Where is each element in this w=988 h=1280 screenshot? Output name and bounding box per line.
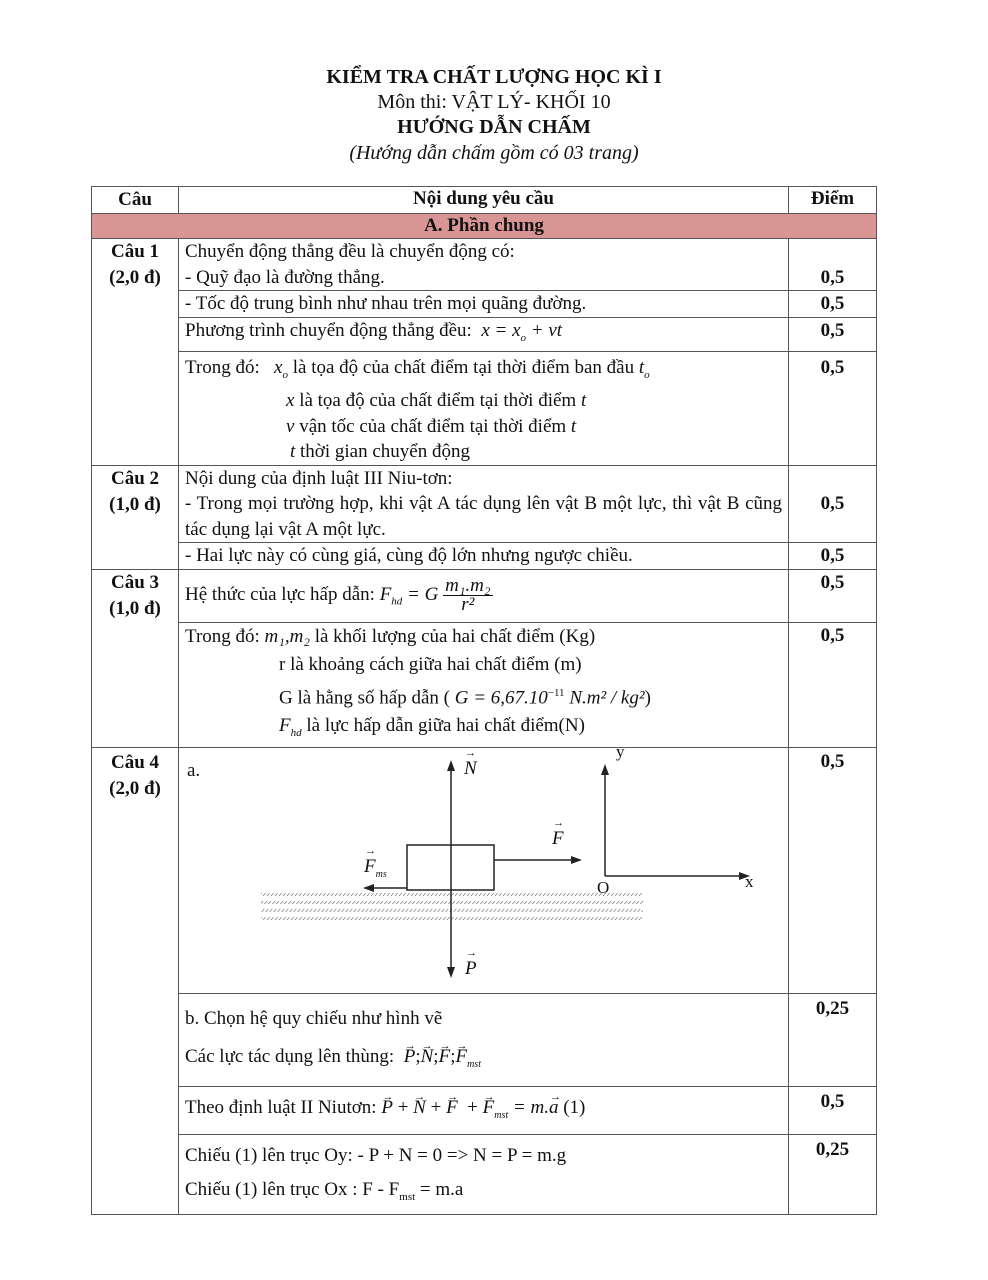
vector-sub: mst (494, 1109, 509, 1121)
page-note: (Hướng dẫn chấm gồm có 03 trang) (349, 142, 639, 164)
question-points: (1,0 đ) (109, 493, 161, 515)
content-text: Hệ thức của lực hấp dẫn: (185, 583, 380, 605)
symbol-sub: o (282, 368, 288, 381)
label-Fms (364, 856, 387, 880)
arrow-Fms-head (363, 884, 374, 892)
label-Fms-symbol: → F (364, 856, 376, 878)
content-cell (179, 569, 789, 622)
question-label: Câu 2 (110, 467, 160, 489)
content-text: ) (644, 686, 651, 708)
score-cell: 0,5 (789, 569, 877, 622)
symbol-sub: o (644, 368, 650, 381)
label-Fms-sub: ms (375, 868, 387, 880)
content-text: G là hằng số hấp dẫn ( (279, 686, 450, 708)
score-cell: 0,5 (789, 351, 877, 465)
content-cell (179, 741, 789, 993)
formula-part: = m. (508, 1096, 549, 1118)
content-text: - Tốc độ trung bình như nhau trên mọi quãng đường. (179, 291, 789, 318)
score-cell: 0,5 (789, 1086, 877, 1135)
part-label: a. (187, 759, 201, 781)
table-row (92, 543, 877, 570)
grading-table (91, 186, 877, 1215)
content-cell (179, 239, 789, 291)
content-line (185, 623, 782, 651)
label-axis-x: x (745, 871, 754, 891)
formula-sub: o (520, 331, 527, 344)
score-cell: 0,5 (789, 291, 877, 318)
vector-a: → a (549, 1095, 559, 1121)
content-text: Theo định luật II Niutơn: (185, 1096, 382, 1118)
content-text: là tọa độ của chất điểm tại thời điểm ban đầu (287, 356, 639, 378)
arrow-N-head (447, 760, 455, 771)
content-cell (179, 1135, 789, 1215)
content-cell (179, 351, 789, 465)
exam-title: KIỂM TRA CHẤT LƯỢNG HỌC KÌ I (326, 66, 662, 88)
symbol: x (286, 390, 295, 412)
numerator: m₁.m₂ (445, 575, 491, 597)
vector-F: → F (446, 1095, 458, 1121)
content-line: r là khoảng cách giữa hai chất điểm (m) (279, 653, 582, 675)
vector-N: → N (413, 1095, 426, 1121)
symbol-sub: mst (399, 1191, 416, 1204)
vector-N: → N (421, 1038, 434, 1076)
content-line (185, 414, 782, 440)
question-cell (92, 465, 179, 569)
content-text: Nội dung của định luật III Niu-tơn: (185, 467, 453, 489)
symbol: t (570, 415, 577, 437)
score-cell: 0,5 (789, 622, 877, 747)
section-a-title: A. Phần chung (92, 214, 877, 239)
col-header-question: Câu (92, 187, 179, 214)
section-row (92, 214, 877, 239)
symbol: t (580, 390, 587, 412)
table-row (92, 239, 877, 291)
content-text: - Hai lực này có cùng giá, cùng độ lớn nhưng ngược chiều. (179, 543, 789, 570)
content-cell (179, 993, 789, 1086)
table-header-row (92, 187, 877, 214)
table-row (92, 1135, 877, 1215)
free-body-diagram (179, 748, 789, 993)
score-cell: 0,5 (789, 465, 877, 543)
content-text: b. Chọn hệ quy chiếu như hình vẽ (185, 1007, 443, 1029)
symbol: m₁,m₂ (264, 625, 310, 647)
content-line: Các lực tác dụng lên thùng: → P;→ N;→ F;→ $F_{mst}$ (185, 1038, 782, 1084)
doc-type: HƯỚNG DẪN CHẤM (397, 116, 591, 138)
content-line (185, 1173, 782, 1214)
vector-P: → P (404, 1038, 416, 1076)
content-text: Trong đó: (185, 625, 265, 647)
content-text: = m.a (415, 1179, 464, 1201)
symbol: t (290, 441, 296, 463)
question-cell (92, 239, 179, 466)
table-row (92, 993, 877, 1086)
vector-P: → P (381, 1095, 393, 1121)
fraction (443, 577, 492, 614)
content-text: là tọa độ của chất điểm tại thời điểm (294, 390, 581, 412)
formula-part: + vt (526, 319, 563, 341)
col-header-content: Nội dung yêu cầu (179, 187, 789, 214)
symbol: t (638, 356, 645, 378)
label-P: → P (465, 958, 477, 980)
label-origin: O (597, 877, 610, 897)
label-axis-y: y (616, 741, 625, 761)
question-points: (2,0 đ) (109, 267, 161, 288)
formula-part: = G (402, 583, 439, 605)
label-F: → F (552, 828, 564, 850)
score-cell: 0,5 (789, 239, 877, 291)
content-text: Phương trình chuyển động thẳng đều: (185, 319, 472, 341)
score-cell: 0,25 (789, 1135, 877, 1215)
force-diagram (179, 741, 788, 993)
content-text: là lực hấp dẫn giữa hai chất điểm(N) (301, 714, 585, 736)
content-cell: Theo định luật II Niutơn: → P + → N + → F + → $F_{mst} = m.\to a$ (1) (179, 1086, 789, 1135)
symbol: F (279, 714, 291, 736)
question-label: Câu 1 (110, 241, 160, 262)
content-text: Chiếu (1) lên trục Oy: - P + N = 0 => N = P = m.g (185, 1145, 567, 1167)
equation-label: (1) (558, 1096, 586, 1118)
content-line (185, 679, 782, 712)
content-cell (179, 317, 789, 351)
formula (481, 319, 563, 344)
table-row (92, 1086, 877, 1135)
question-label: Câu 4 (110, 751, 160, 773)
content-text: Chuyển động thẳng đều là chuyển động có: (185, 241, 515, 262)
question-label: Câu 3 (110, 571, 160, 593)
symbol: v (286, 415, 295, 437)
question-cell (92, 569, 179, 747)
content-cell (179, 622, 789, 747)
table-row (92, 351, 877, 465)
question-cell (92, 747, 179, 1214)
formula-part: G = 6,67.10 (454, 686, 548, 708)
score-cell: 0,25 (789, 993, 877, 1086)
symbol: x (274, 356, 283, 378)
ground-hatching (261, 893, 643, 920)
content-line (185, 355, 782, 388)
vector-sub: mst (467, 1058, 481, 1070)
table-row (92, 291, 877, 318)
exam-subject: Môn thi: VẬT LÝ- KHỐI 10 (377, 91, 611, 113)
table-row (92, 317, 877, 351)
vector-Fmst: → F (455, 1038, 467, 1076)
symbol-sub: hd (290, 726, 302, 739)
content-text: vận tốc của chất điểm tại thời điểm (294, 415, 571, 437)
axis-y-arrow (601, 764, 609, 775)
vector-F: → F (439, 1038, 451, 1076)
table-row (92, 569, 877, 622)
table-row (92, 465, 877, 543)
content-text: - Trong mọi trường hợp, khi vật A tác dụng lên vật B một lực, thì vật B cũng tác dụng lại vật A một lực. (185, 493, 782, 540)
question-points: (2,0 đ) (109, 777, 161, 799)
score-cell: 0,5 (789, 747, 877, 993)
content-line (185, 712, 782, 747)
table-row (92, 747, 877, 993)
score-cell: 0,5 (789, 317, 877, 351)
col-header-score: Điểm (789, 187, 877, 214)
formula-part: x = x (481, 319, 521, 341)
label-N: → N (464, 758, 477, 780)
arrow-P-head (447, 967, 455, 978)
denominator: r² (461, 594, 475, 616)
exponent: −11 (547, 686, 565, 699)
content-cell (179, 465, 789, 543)
symbol-sub: hd (391, 595, 403, 608)
vector-Fmst: → F (483, 1095, 495, 1121)
content-text: là khối lượng của hai chất điểm (Kg) (309, 625, 596, 647)
content-text: Trong đó: (185, 356, 260, 378)
content-text: - Quỹ đạo là đường thẳng. (185, 266, 385, 288)
formula-part: N.m² / kg² (564, 686, 645, 708)
content-line (185, 439, 782, 465)
document-header (0, 64, 988, 166)
content-text: Các lực tác dụng lên thùng: (185, 1045, 395, 1067)
table-row (92, 622, 877, 747)
question-points: (1,0 đ) (109, 597, 161, 619)
content-line (185, 388, 782, 414)
score-cell: 0,5 (789, 543, 877, 570)
content-text: thời gian chuyển động (295, 441, 470, 463)
symbol: F (379, 583, 392, 605)
content-text: Chiếu (1) lên trục Ox : F - F (185, 1179, 400, 1201)
arrow-F-head (571, 856, 582, 864)
